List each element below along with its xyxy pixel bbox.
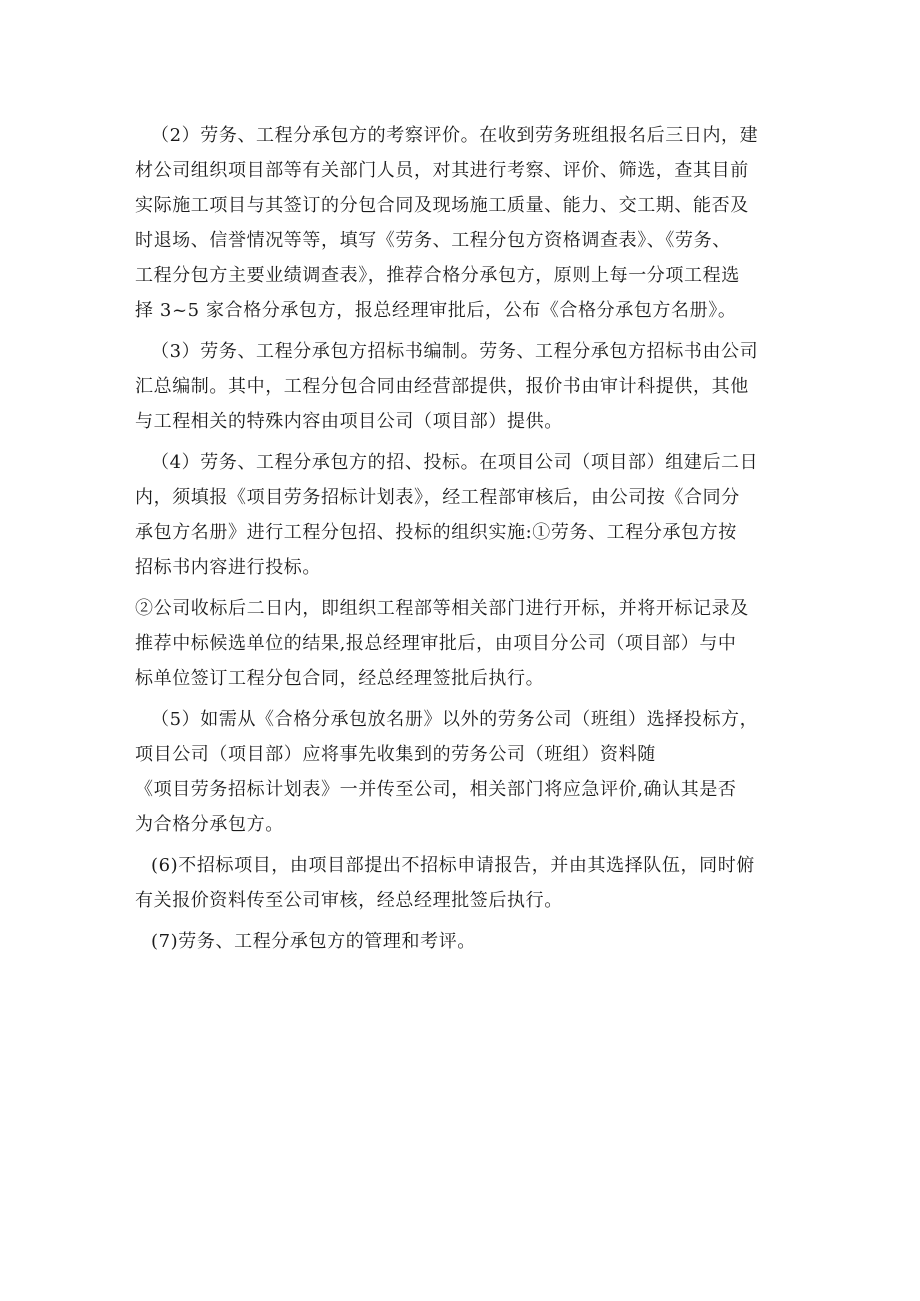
text-line: （5）如需从《合格分承包放名册》以外的劳务公司（班组）选择投标方， [151,709,759,730]
text-line: 工程分包方主要业绩调查表》，推荐合格分承包方，原则上每一分项工程选 [135,265,740,286]
text-line: (6)不招标项目，由项目部提出不招标申请报告，并由其选择队伍，同时俯 [151,855,755,876]
text-line: 《项目劳务招标计划表》一并传至公司，相关部门将应急评价,确认其是否 [135,779,737,800]
paragraph-5-external-bidders [135,702,810,842]
paragraph-2-evaluation [135,118,810,328]
text-line: 择 3~5 家合格分承包方，报总经理审批后，公布《合格分承包方名册》。 [135,300,737,321]
text-line: 材公司组织项目部等有关部门人员，对其进行考察、评价、筛选，查其目前 [135,160,749,181]
text-line: 承包方名册》进行工程分包招、投标的组织实施:①劳务、工程分承包方按 [135,522,737,543]
text-line: 有关报价资料传至公司审核，经总经理批签后执行。 [135,890,563,911]
text-line: ②公司收标后二日内，即组织工程部等相关部门进行开标，并将开标记录及 [135,598,749,619]
text-line: 汇总编制。其中，工程分包合同由经营部提供，报价书由审计科提供，其他 [135,376,749,397]
document-body [135,118,810,965]
paragraph-bid-opening [135,591,810,696]
text-line: (7)劳务、工程分承包方的管理和考评。 [151,931,476,952]
text-line: 项目公司（项目部）应将事先收集到的劳务公司（班组）资料随 [135,744,656,765]
text-line: 实际施工项目与其签订的分包合同及现场施工质量、能力、交工期、能否及 [135,195,749,216]
text-line: 招标书内容进行投标。 [135,557,321,578]
text-line: 标单位签订工程分包合同，经总经理签批后执行。 [135,668,545,689]
text-line: 时退场、信誉情况等等，填写《劳务、工程分包方资格调查表》、《劳务、 [135,230,731,251]
paragraph-3-tender-docs [135,334,810,439]
paragraph-6-no-tender [135,848,810,918]
text-line: （3）劳务、工程分承包方招标书编制。劳务、工程分承包方招标书由公司 [151,341,759,362]
text-line: 与工程相关的特殊内容由项目公司（项目部）提供。 [135,411,563,432]
paragraph-7-management [135,924,810,959]
text-line: （2）劳务、工程分承包方的考察评价。在收到劳务班组报名后三日内，建 [151,125,759,146]
text-line: （4）劳务、工程分承包方的招、投标。在项目公司（项目部）组建后二日 [151,452,759,473]
paragraph-4-bidding [135,445,810,585]
text-line: 推荐中标候选单位的结果,报总经理审批后，由项目分公司（项目部）与中 [135,633,737,654]
text-line: 为合格分承包方。 [135,814,284,835]
text-line: 内，须填报《项目劳务招标计划表》，经工程部审核后，由公司按《合同分 [135,487,740,508]
